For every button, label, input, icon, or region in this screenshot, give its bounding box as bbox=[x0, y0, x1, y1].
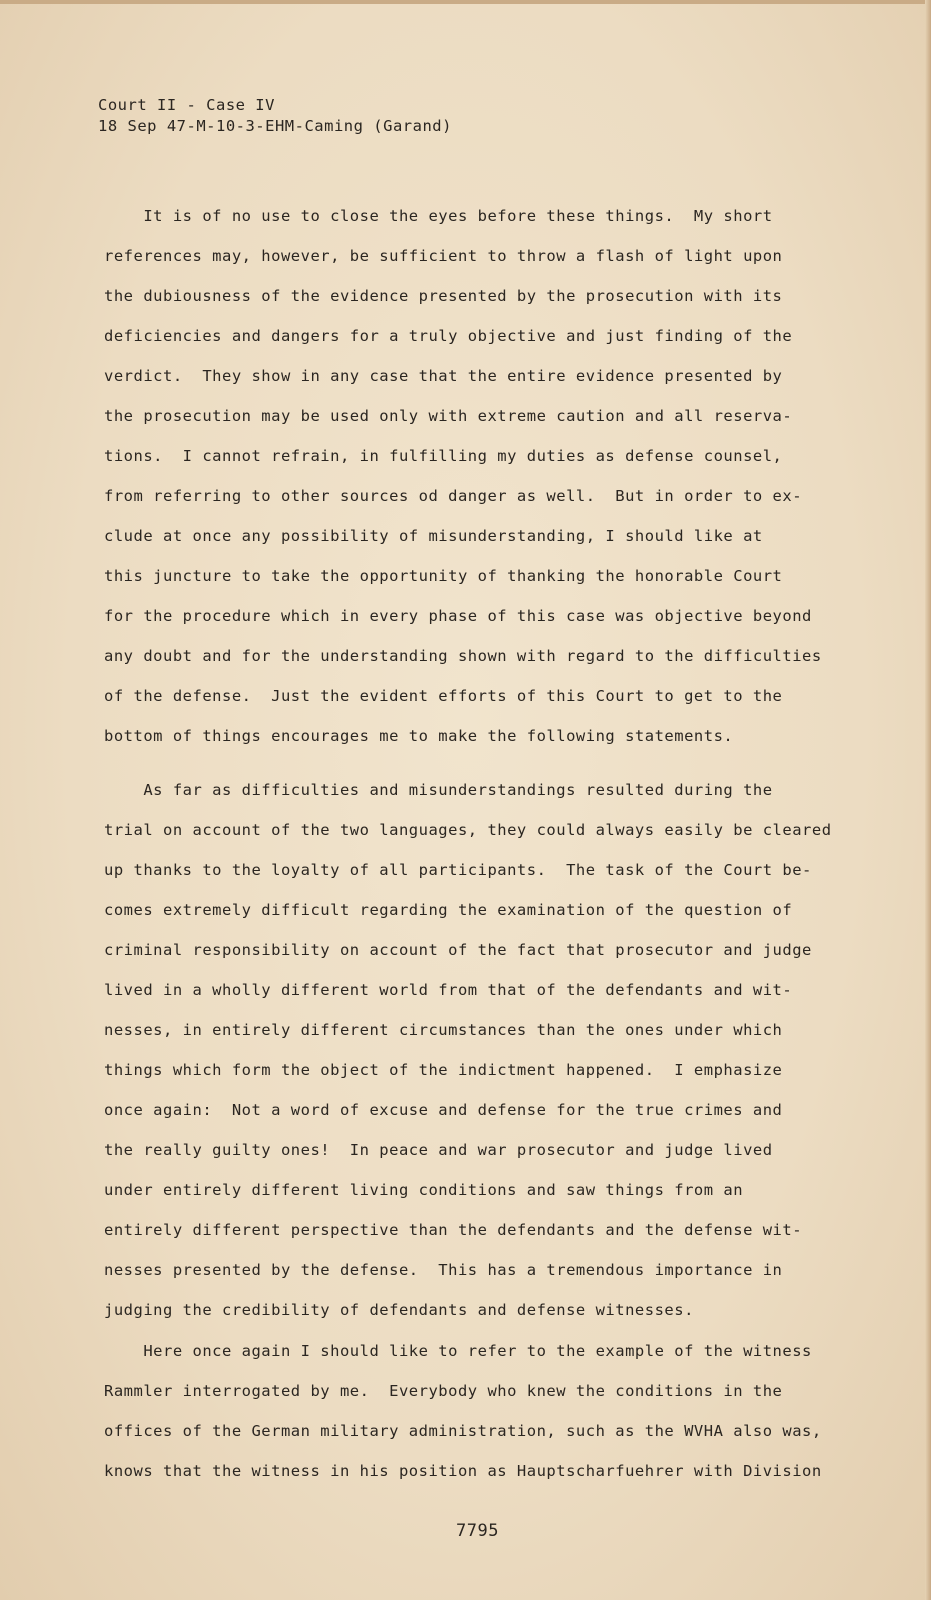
body-line: nesses, in entirely different circumstances than the ones under which bbox=[104, 1021, 783, 1039]
body-line: once again: Not a word of excuse and defense for the true crimes and bbox=[104, 1101, 783, 1119]
body-line: nesses presented by the defense. This has a tremendous importance in bbox=[104, 1261, 783, 1279]
body-line: any doubt and for the understanding shown with regard to the difficulties bbox=[104, 647, 822, 665]
body-line: offices of the German military administration, such as the WVHA also was, bbox=[104, 1422, 822, 1440]
body-line: entirely different perspective than the defendants and the defense wit- bbox=[104, 1221, 803, 1239]
body-line: the prosecution may be used only with extreme caution and all reserva- bbox=[104, 407, 793, 425]
body-line: knows that the witness in his position as Hauptscharfuehrer with Division bbox=[104, 1462, 822, 1480]
body-line: Here once again I should like to refer to the example of the witness bbox=[104, 1342, 812, 1360]
body-line: It is of no use to close the eyes before these things. My short bbox=[104, 207, 773, 225]
body-line: verdict. They show in any case that the entire evidence presented by bbox=[104, 367, 783, 385]
body-line: things which form the object of the indictment happened. I emphasize bbox=[104, 1061, 783, 1079]
body-line: bottom of things encourages me to make the following statements. bbox=[104, 727, 734, 745]
header-court-case: Court II - Case IV bbox=[98, 96, 275, 114]
body-line: up thanks to the loyalty of all participants. The task of the Court be- bbox=[104, 861, 812, 879]
body-line: from referring to other sources od danger as well. But in order to ex- bbox=[104, 487, 803, 505]
paper-edge-right bbox=[925, 0, 931, 1600]
header-date-reference: 18 Sep 47-M-10-3-EHM-Caming (Garand) bbox=[98, 117, 452, 135]
body-line: clude at once any possibility of misunderstanding, I should like at bbox=[104, 527, 763, 545]
body-line: Rammler interrogated by me. Everybody who knew the conditions in the bbox=[104, 1382, 783, 1400]
body-line: the dubiousness of the evidence presented by the prosecution with its bbox=[104, 287, 783, 305]
body-line: tions. I cannot refrain, in fulfilling my duties as defense counsel, bbox=[104, 447, 783, 465]
body-line: of the defense. Just the evident efforts of this Court to get to the bbox=[104, 687, 783, 705]
page-number: 7795 bbox=[456, 1521, 499, 1541]
body-line: criminal responsibility on account of the fact that prosecutor and judge bbox=[104, 941, 812, 959]
body-line: As far as difficulties and misunderstandings resulted during the bbox=[104, 781, 773, 799]
body-line: lived in a wholly different world from that of the defendants and wit- bbox=[104, 981, 793, 999]
body-line: the really guilty ones! In peace and war prosecutor and judge lived bbox=[104, 1141, 773, 1159]
body-line: trial on account of the two languages, they could always easily be cleared bbox=[104, 821, 832, 839]
body-line: this juncture to take the opportunity of thanking the honorable Court bbox=[104, 567, 783, 585]
body-line: for the procedure which in every phase of this case was objective beyond bbox=[104, 607, 812, 625]
body-line: under entirely different living conditions and saw things from an bbox=[104, 1181, 744, 1199]
body-line: comes extremely difficult regarding the examination of the question of bbox=[104, 901, 793, 919]
body-line: references may, however, be sufficient to throw a flash of light upon bbox=[104, 247, 783, 265]
paper-edge-top bbox=[0, 0, 931, 4]
body-line: deficiencies and dangers for a truly objective and just finding of the bbox=[104, 327, 793, 345]
body-line: judging the credibility of defendants and defense witnesses. bbox=[104, 1301, 694, 1319]
